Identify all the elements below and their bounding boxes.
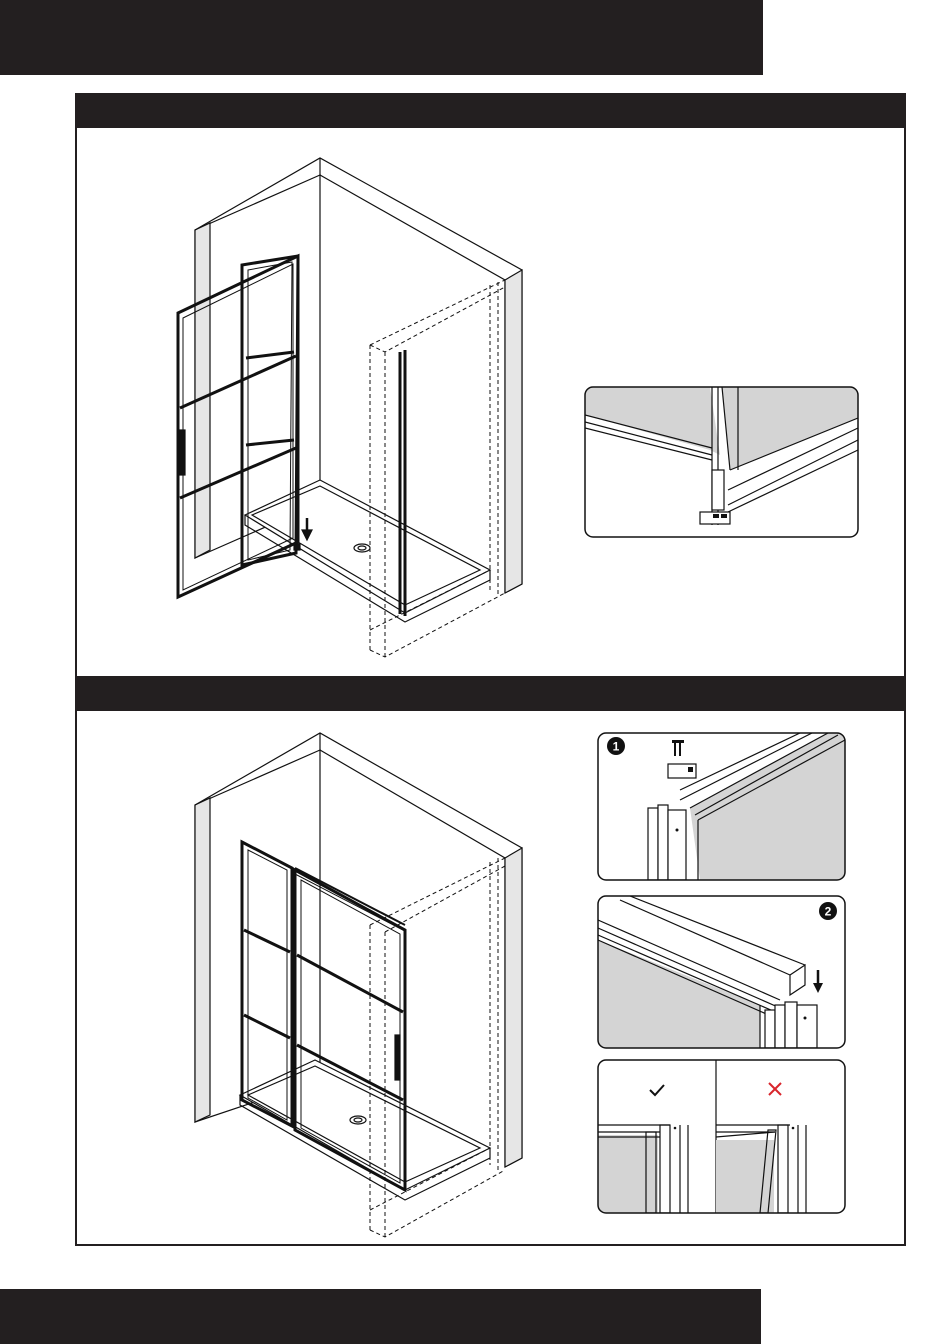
step-2-detail-2 [598,896,845,1048]
svg-text:1: 1 [612,739,620,754]
step-1-detail-callout [585,387,858,537]
step-2-compare-panel [598,1060,845,1213]
step-2-enclosure-drawing [195,733,522,1237]
svg-text:2: 2 [824,904,832,919]
step-2-detail-1 [598,733,845,880]
step-1-enclosure-drawing [178,158,522,657]
step-2-badge-2 [819,902,837,920]
step-2-badge-1 [607,737,625,755]
